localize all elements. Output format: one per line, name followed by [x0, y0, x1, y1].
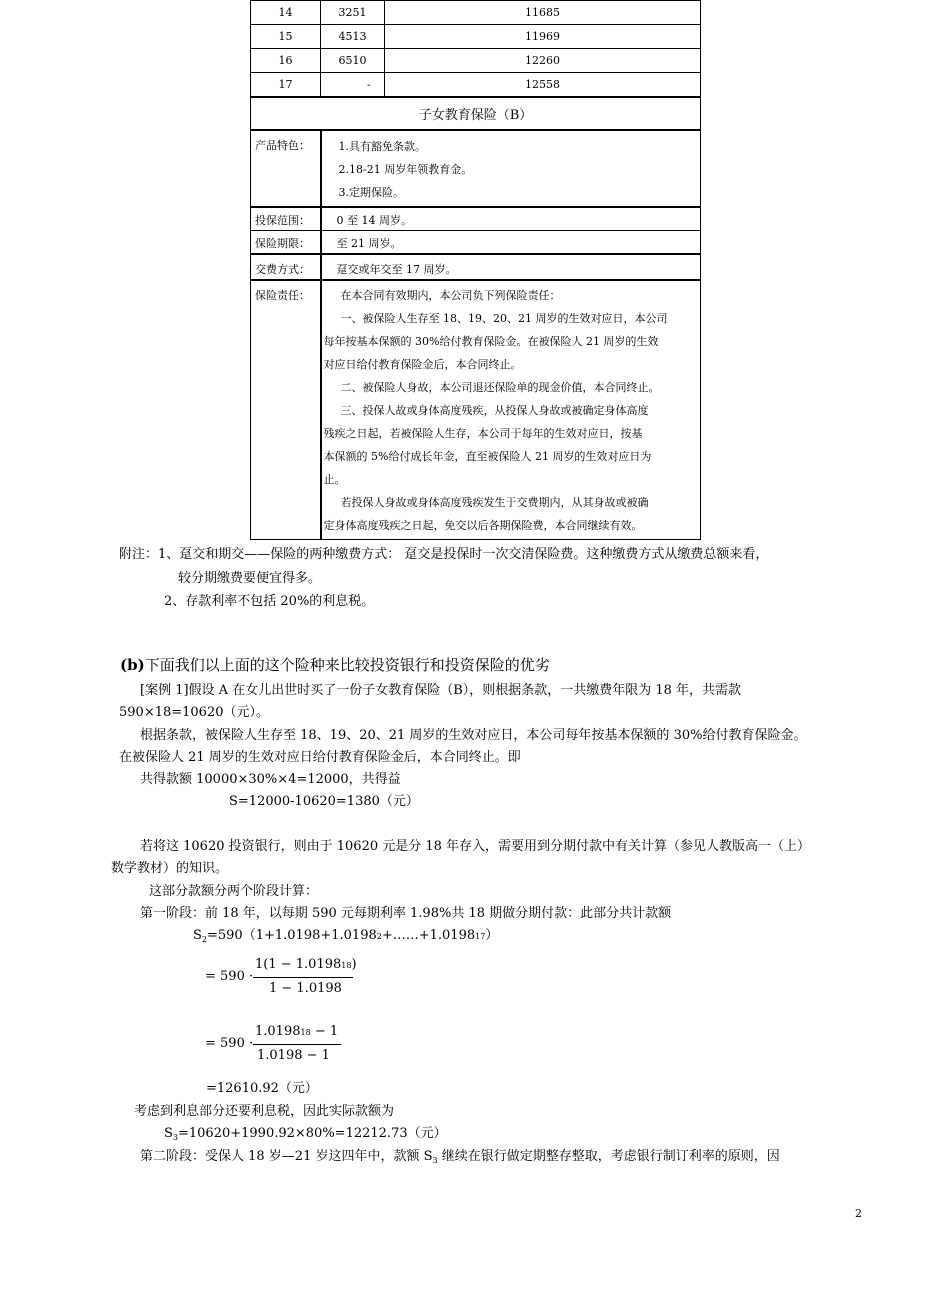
product-title: 子女教育保险（B） [251, 97, 701, 130]
insurance-table [250, 0, 701, 540]
cell-b: 11685 [385, 1, 701, 25]
liability-label: 保险责任： [251, 280, 321, 540]
cell-b: 12260 [385, 49, 701, 73]
liability-line: 若投保人身故或身体高度残疾发生于交费期内，从其身故或被确 [340, 496, 649, 509]
liability-line: 本保额的 5%给付成长年金，直至被保险人 21 周岁的生效对应日为 [323, 450, 652, 463]
heading-text: 下面我们以上面的这个险种来比较投资银行和投资保险的优劣 [144, 656, 550, 674]
fraction-1-numerator [255, 957, 357, 972]
liability-line: 残疾之日起，若被保险人生存，本公司于每年的生效对应日，按基 [323, 427, 643, 440]
tax-line: 考虑到利息部分还要利息税，因此实际款额为 [134, 1104, 395, 1119]
cell-age: 16 [251, 49, 321, 73]
bank-paragraph-line-1: 若将这 10620 投资银行，则由于 10620 元是分 18 年存入，需要用到分期付款中有关计算（参见人教版高一（上） [140, 839, 811, 854]
s3-symbol: S [164, 1126, 173, 1141]
cell-a: - [321, 73, 385, 98]
liability-line: 止。 [323, 473, 346, 486]
section-heading [120, 656, 550, 674]
result-line: =12610.92（元） [206, 1081, 318, 1096]
case-paragraph-line-1: [案例 1]假设 A 在女儿出世时买了一份子女教育保险（B），则根据条款，一共缴费年限为 18 年，共需款 [140, 683, 742, 698]
period-value: 至 21 周岁。 [321, 231, 701, 255]
features-label: 产品特色： [251, 130, 321, 207]
cell-b: 12558 [385, 73, 701, 98]
stage-two-a: 第二阶段：受保人 18 岁—21 岁这四年中，款额 S [140, 1149, 433, 1164]
terms-paragraph-line-1: 根据条款，被保险人生存至 18、19、20、21 周岁的生效对应日，本公司每年按基本保额的 30%给付教育保险金。 [140, 728, 807, 743]
fraction-1 [205, 955, 365, 1001]
liability-line: 在本合同有效期内，本公司负下列保险责任： [340, 289, 561, 302]
s3-value: =10620+1990.92×80%=12212.73（元） [178, 1126, 447, 1141]
gain-line: S=12000-10620=1380（元） [229, 794, 419, 809]
scope-label: 投保范围： [251, 207, 321, 231]
cell-age: 17 [251, 73, 321, 98]
liability-cell [321, 280, 701, 540]
table-row [251, 73, 701, 98]
cell-age: 15 [251, 25, 321, 49]
s2-symbol: S [193, 928, 202, 943]
s2-exp-1: 2 [376, 932, 382, 941]
payment-value: 趸交或年交至 17 周岁。 [321, 254, 701, 280]
fraction-2-denominator: 1.0198 − 1 [257, 1048, 330, 1063]
table-row [251, 25, 701, 49]
liability-line: 二、被保险人身故，本公司退还保险单的现金价值，本合同终止。 [340, 381, 660, 394]
liability-line: 三、投保人故或身体高度残疾，从投保人身故或被确定身体高度 [340, 404, 649, 417]
stage-two-subscript: 3 [432, 1156, 438, 1165]
f1-num-a: 1(1 − 1.0198 [255, 957, 342, 972]
f2-num-b: − 1 [310, 1024, 339, 1039]
stages-line: 这部分款额分两个阶段计算： [149, 884, 319, 899]
f1-num-b: ) [351, 957, 357, 972]
f2-num-a: 1.0198 [255, 1024, 301, 1039]
cell-a: 6510 [321, 49, 385, 73]
f2-num-exp: 18 [300, 1028, 311, 1037]
fraction-1-bar [253, 977, 353, 978]
feature-item: 3.定期保险。 [338, 186, 404, 199]
s2-series-a: =590（1+1.0198+1.0198 [207, 928, 377, 943]
note-line-3: 2、存款利率不包括 20%的利息税。 [164, 594, 375, 609]
bank-paragraph-line-2: 数学教材）的知识。 [111, 861, 229, 876]
s3-line [164, 1125, 447, 1147]
fraction-2-numerator [255, 1024, 338, 1039]
f1-num-exp: 18 [341, 961, 352, 970]
stage-two-line [140, 1148, 780, 1170]
period-label: 保险期限： [251, 231, 321, 255]
note-line-1: 附注：1、趸交和期交——保险的两种缴费方式： 趸交是投保时一次交清保险费。这种缴费方式从缴费总额来看， [119, 547, 769, 562]
case-paragraph-line-2: 590×18=10620（元）。 [119, 705, 269, 720]
fraction-2-bar [253, 1044, 341, 1045]
terms-paragraph-line-2: 在被保险人 21 周岁的生效对应日给付教育保险金后，本合同终止。即 [119, 750, 521, 765]
fraction-2-prefix: = 590 · [205, 1036, 254, 1051]
liability-line: 定身体高度残疾之日起，免交以后各期保险费，本合同继续有效。 [323, 519, 643, 532]
scope-value: 0 至 14 周岁。 [321, 207, 701, 231]
s2-exp-2: 17 [475, 932, 486, 941]
liability-line: 每年按基本保额的 30%给付教育保险金。在被保险人 21 周岁的生效 [323, 335, 659, 348]
cell-a: 4513 [321, 25, 385, 49]
s2-series-c: ） [485, 928, 499, 943]
page-number: 2 [855, 1207, 862, 1220]
heading-marker: (b) [120, 656, 145, 674]
fraction-1-denominator: 1 − 1.0198 [269, 981, 342, 996]
s2-series [193, 927, 498, 949]
stage-one-line: 第一阶段：前 18 年，以每期 590 元每期利率 1.98%共 18 期做分期付款：此部分共计款额 [140, 906, 672, 921]
table-row [251, 1, 701, 25]
total-line: 共得款额 10000×30%×4=12000，共得益 [140, 772, 401, 787]
s2-series-b: +……+1.0198 [381, 928, 476, 943]
payment-label: 交费方式： [251, 254, 321, 280]
stage-two-b: 继续在银行做定期整存整取，考虑银行制订利率的原则，因 [437, 1149, 780, 1164]
liability-line: 一、被保险人生存至 18、19、20、21 周岁的生效对应日，本公司 [340, 312, 668, 325]
liability-line: 对应日给付教育保险金后，本合同终止。 [323, 358, 522, 371]
table-row [251, 49, 701, 73]
feature-item: 2.18-21 周岁年领教育金。 [338, 163, 473, 176]
cell-age: 14 [251, 1, 321, 25]
cell-a: 3251 [321, 1, 385, 25]
feature-item: 1.具有豁免条款。 [338, 140, 426, 153]
features-cell [321, 130, 701, 207]
fraction-1-prefix: = 590 · [205, 969, 254, 984]
s3-subscript: 3 [172, 1133, 178, 1142]
cell-b: 11969 [385, 25, 701, 49]
fraction-2 [205, 1022, 365, 1068]
note-line-2: 较分期缴费要便宜得多。 [178, 571, 322, 586]
s2-subscript: 2 [201, 935, 207, 944]
